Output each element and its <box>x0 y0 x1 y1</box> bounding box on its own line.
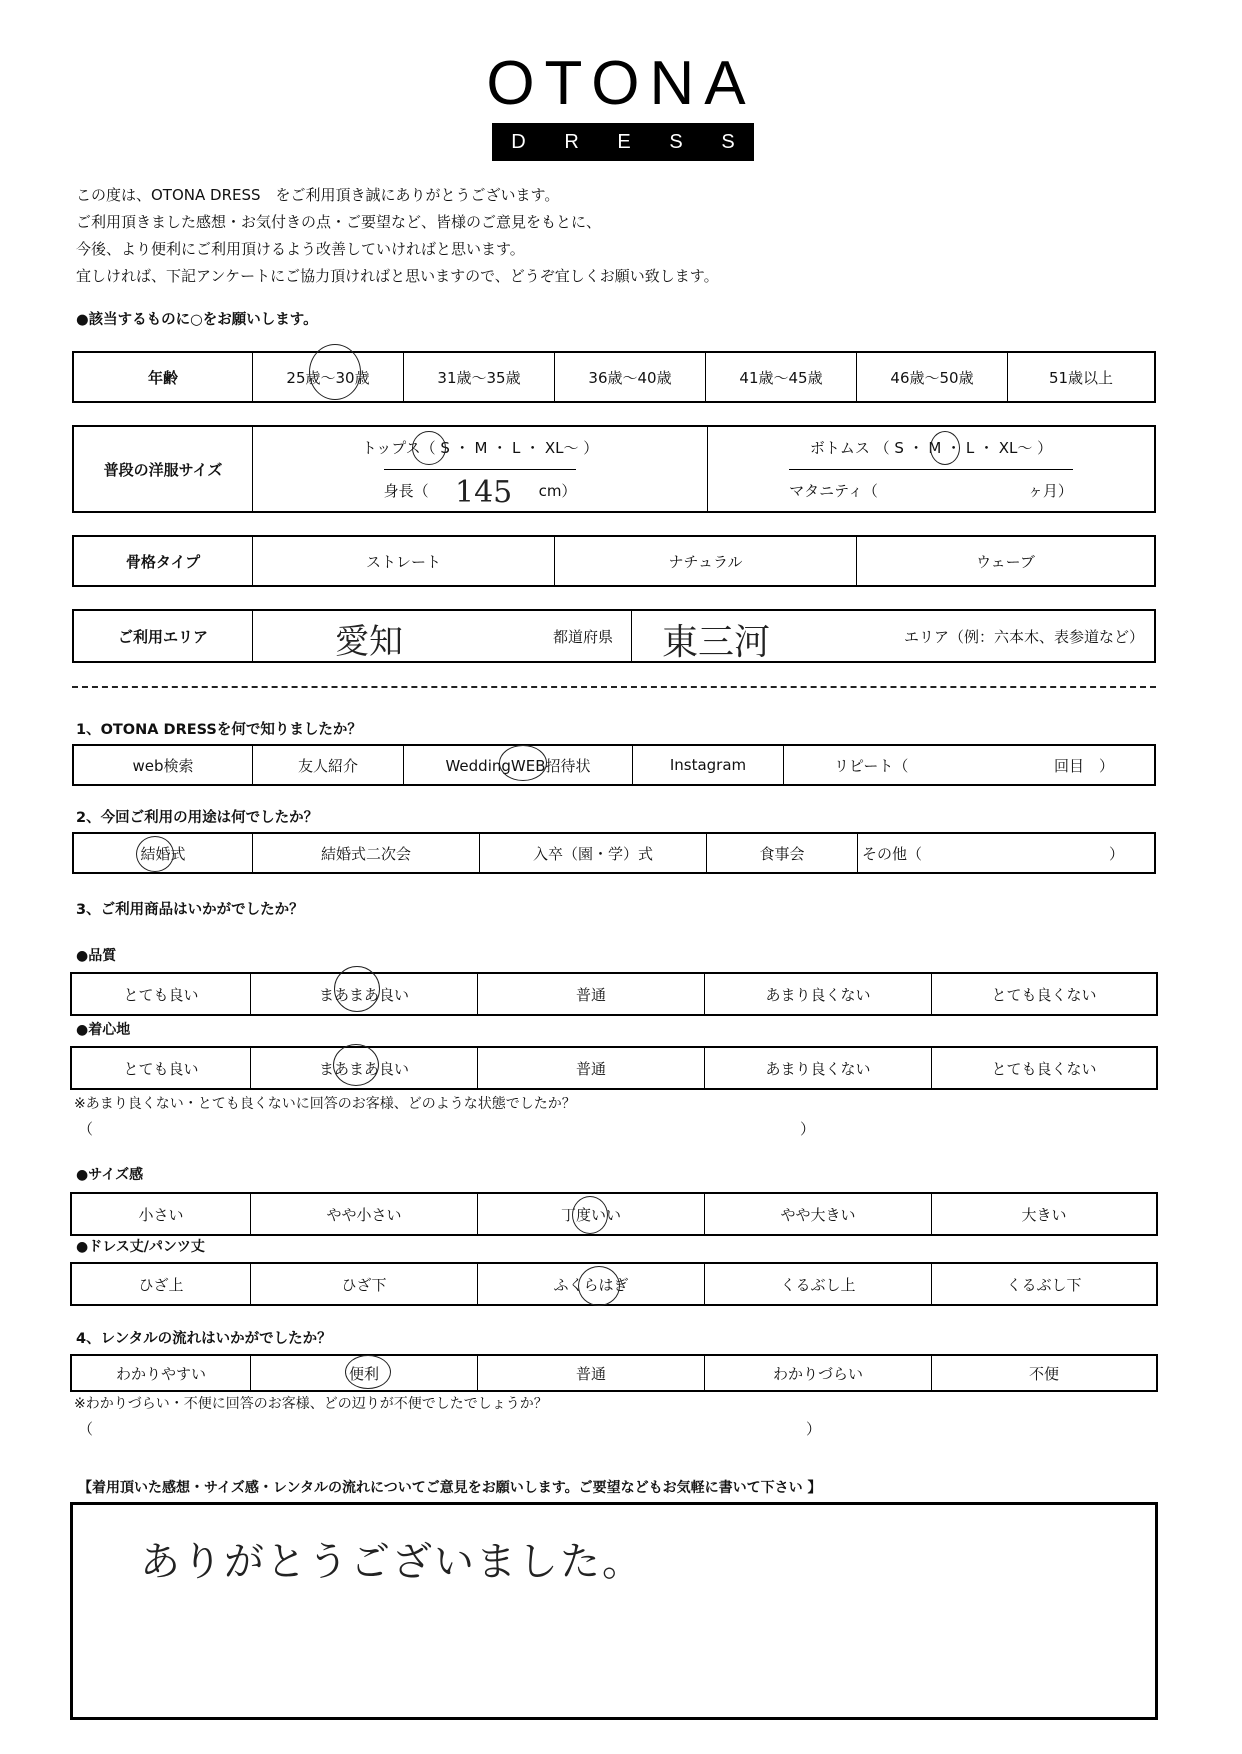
age-option[interactable]: 36歳～40歳 <box>554 353 705 401</box>
comfort-option[interactable]: 普通 <box>477 1048 704 1088</box>
quality-table <box>70 972 1158 1016</box>
q2-option[interactable]: 結婚式 <box>140 844 186 863</box>
height-value: 145 <box>455 475 513 510</box>
q4-option[interactable]: 便利 <box>250 1356 477 1390</box>
q4-option[interactable]: 不便 <box>931 1356 1156 1390</box>
paren-close: ） <box>800 1120 816 1138</box>
comment-text: ありがとうございました。 <box>140 1539 644 1585</box>
q2-option[interactable]: 食事会 <box>706 834 857 872</box>
quality-option[interactable]: まあまあ良い <box>250 974 477 1014</box>
quality-option[interactable]: とても良い <box>123 985 199 1004</box>
quality-label: ●品質 <box>76 948 117 964</box>
frame-option[interactable]: ストレート <box>252 537 554 585</box>
other-field[interactable] <box>857 834 1154 872</box>
length-option[interactable]: ひざ下 <box>250 1264 477 1304</box>
height-prefix: 身長（ <box>383 481 429 500</box>
frame-option[interactable]: ナチュラル <box>554 537 856 585</box>
q2-option[interactable]: 入卒（園・学）式 <box>479 834 706 872</box>
divider <box>72 686 1156 688</box>
comfort-table <box>70 1046 1158 1090</box>
instruction: ●該当するものに○をお願いします。 <box>76 312 318 328</box>
area-value: 東三河 <box>662 622 771 663</box>
area-label: ご利用エリア <box>117 627 208 646</box>
q1-option[interactable]: Instagram <box>632 746 783 784</box>
logo-letter: D <box>511 130 526 153</box>
age-option[interactable]: 51歳以上 <box>1007 353 1154 401</box>
fit-option[interactable]: やや小さい <box>250 1194 477 1234</box>
selection-mark <box>578 1266 620 1306</box>
tops-size[interactable]: トップス（ S ・ M ・ L ・ XL～ ） <box>361 439 599 458</box>
fit-option[interactable]: やや大きい <box>704 1194 931 1234</box>
selection-mark <box>412 431 446 465</box>
logo-letter: S <box>721 130 735 153</box>
quality-option[interactable]: 普通 <box>477 974 704 1014</box>
fit-option[interactable]: 大きい <box>931 1194 1156 1234</box>
paren-open: （ <box>78 1420 94 1438</box>
paren-close: ） <box>806 1420 822 1438</box>
age-table <box>72 351 1156 403</box>
fit-label: ●サイズ感 <box>76 1167 144 1183</box>
maternity-suffix: ヶ月） <box>1027 481 1073 500</box>
intro-text <box>76 182 719 290</box>
age-option[interactable]: 46歳～50歳 <box>856 353 1007 401</box>
comfort-option[interactable]: とても良い <box>123 1059 199 1078</box>
quality-option[interactable]: あまり良くない <box>704 974 931 1014</box>
q1-table <box>72 744 1156 786</box>
size-table <box>72 425 1156 513</box>
length-option[interactable]: くるぶし上 <box>704 1264 931 1304</box>
age-option[interactable]: 41歳～45歳 <box>705 353 856 401</box>
q3-note: ※あまり良くない・とても良くないに回答のお客様、どのような状態でしたか？ <box>74 1096 576 1112</box>
q4-note: ※わかりづらい・不便に回答のお客様、どの辺りが不便でしたでしょうか？ <box>74 1396 548 1412</box>
selection-mark <box>136 836 174 872</box>
age-option[interactable]: 25歳～30歳 <box>252 353 403 401</box>
length-option[interactable]: くるぶし下 <box>931 1264 1156 1304</box>
length-option[interactable]: ふくらはぎ <box>477 1264 704 1304</box>
q2-title: 2、今回ご利用の用途は何でしたか？ <box>76 810 319 826</box>
q4-option[interactable]: わかりづらい <box>704 1356 931 1390</box>
fit-option[interactable]: 丁度いい <box>477 1194 704 1234</box>
selection-mark <box>572 1196 608 1234</box>
logo-letter: E <box>617 130 631 153</box>
fit-table <box>70 1192 1158 1236</box>
q1-option[interactable]: WeddingWEB招待状 <box>403 746 632 784</box>
q4-table <box>70 1354 1158 1392</box>
brand-logo-sub <box>492 123 754 161</box>
selection-mark <box>345 1355 391 1389</box>
comfort-option[interactable]: まあまあ良い <box>250 1048 477 1088</box>
length-option[interactable]: ひざ上 <box>138 1275 184 1294</box>
frame-label: 骨格タイプ <box>125 552 201 571</box>
maternity-prefix: マタニティ（ <box>789 481 878 500</box>
frame-option[interactable]: ウェーブ <box>856 537 1154 585</box>
intro-line: ご利用頂きました感想・お気付きの点・ご要望など、皆様のご意見をもとに、 <box>76 213 602 231</box>
prefecture-suffix: 都道府県 <box>552 627 613 646</box>
height-suffix: cm） <box>538 481 577 500</box>
selection-mark <box>309 344 361 400</box>
selection-mark <box>333 1044 379 1086</box>
q2-table <box>72 832 1156 874</box>
area-table <box>72 609 1156 663</box>
q2-option[interactable]: 結婚式二次会 <box>252 834 479 872</box>
repeat-suffix: 回目 ） <box>1053 756 1114 775</box>
q1-option[interactable]: web検索 <box>132 756 194 775</box>
brand-logo: OTONA <box>486 49 756 118</box>
age-label: 年齢 <box>147 368 178 387</box>
q1-title: 1、OTONA DRESSを何で知りましたか？ <box>76 722 362 738</box>
paren-open: （ <box>78 1120 94 1138</box>
prefecture-value: 愛知 <box>335 622 403 662</box>
selection-mark <box>334 966 380 1012</box>
quality-option[interactable]: とても良くない <box>931 974 1156 1014</box>
fit-option[interactable]: 小さい <box>138 1205 184 1224</box>
maternity-field[interactable] <box>789 469 1073 512</box>
repeat-prefix: リピート（ <box>834 756 909 775</box>
q3-title: 3、ご利用商品はいかがでしたか？ <box>76 902 304 918</box>
selection-mark <box>930 431 960 465</box>
intro-line: 今後、より便利にご利用頂けるよう改善していければと思います。 <box>76 240 525 258</box>
comfort-label: ●着心地 <box>76 1022 131 1038</box>
length-label: ●ドレス丈/パンツ丈 <box>76 1239 205 1255</box>
repeat-field[interactable] <box>783 746 1154 784</box>
q4-title: 4、レンタルの流れはいかがでしたか？ <box>76 1331 332 1347</box>
q1-option[interactable]: 友人紹介 <box>252 746 403 784</box>
q4-option[interactable]: 普通 <box>477 1356 704 1390</box>
other-suffix: ） <box>1108 844 1124 863</box>
bottoms-size[interactable]: ボトムス （ S ・ M ・ L ・ XL～ ） <box>809 439 1053 458</box>
comfort-option[interactable]: あまり良くない <box>704 1048 931 1088</box>
intro-line: この度は、OTONA DRESS をご利用頂き誠にありがとうございます。 <box>76 186 560 204</box>
prefecture-field[interactable] <box>252 611 631 661</box>
age-option[interactable]: 31歳～35歳 <box>403 353 554 401</box>
comfort-option[interactable]: とても良くない <box>931 1048 1156 1088</box>
frame-table <box>72 535 1156 587</box>
selection-mark <box>499 745 547 781</box>
comment-title: 【着用頂いた感想・サイズ感・レンタルの流れについてご意見をお願いします。ご要望などもお気軽に書いて下さい 】 <box>78 1480 822 1496</box>
intro-line: 宜しければ、下記アンケートにご協力頂ければと思いますので、どうぞ宜しくお願い致します。 <box>76 267 719 285</box>
q4-option[interactable]: わかりやすい <box>115 1364 206 1383</box>
size-label: 普段の洋服サイズ <box>103 460 223 479</box>
logo-letter: R <box>564 130 579 153</box>
other-prefix: その他（ <box>862 844 923 863</box>
area-suffix: エリア（例：六本木、表参道など） <box>903 627 1144 646</box>
logo-letter: S <box>669 130 683 153</box>
